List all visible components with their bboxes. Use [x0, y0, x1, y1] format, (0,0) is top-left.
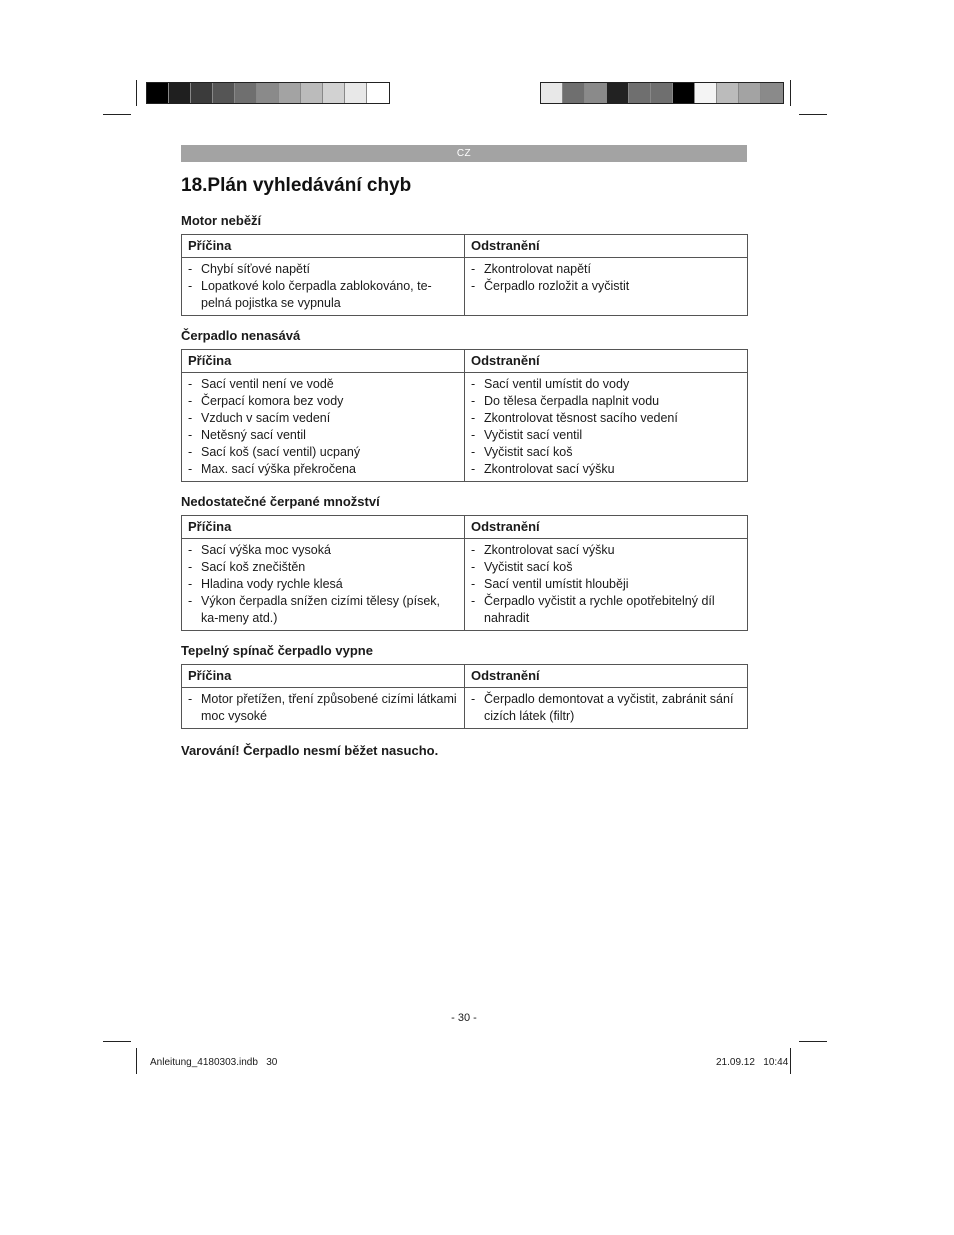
- list-item: - Sací koš znečištěn: [188, 559, 458, 576]
- list-item: - Zkontrolovat sací výšku: [471, 542, 741, 559]
- color-swatch: [563, 83, 585, 103]
- column-header-cause: Příčina: [182, 235, 465, 258]
- color-swatch: [279, 83, 301, 103]
- column-header-cause: Příčina: [182, 516, 465, 539]
- color-swatch: [169, 83, 191, 103]
- color-swatch: [147, 83, 169, 103]
- page-title: 18.Plán vyhledávání chyb: [181, 175, 412, 196]
- list-item: - Sací koš (sací ventil) ucpaný: [188, 444, 458, 461]
- table-header-row: [182, 235, 748, 258]
- crop-mark: [799, 114, 827, 115]
- crop-mark: [790, 80, 791, 106]
- column-header-cause: Příčina: [182, 665, 465, 688]
- cause-cell: [182, 373, 465, 482]
- section-title: Nedostatečné čerpané množství: [181, 494, 380, 509]
- crop-mark: [790, 1048, 791, 1074]
- warning-text: Varování! Čerpadlo nesmí běžet nasucho.: [181, 743, 439, 758]
- color-swatch: [695, 83, 717, 103]
- color-swatch: [257, 83, 279, 103]
- list-item: - Lopatkové kolo čerpadla zablokováno, te-pelná pojistka se vypnula: [188, 278, 458, 312]
- bullet-list: [188, 376, 458, 478]
- color-swatch: [739, 83, 761, 103]
- page-number: - 30 -: [451, 1012, 477, 1024]
- column-header-fix: Odstranění: [465, 665, 748, 688]
- list-item: - Sací ventil umístit do vody: [471, 376, 741, 393]
- crop-mark: [103, 114, 131, 115]
- color-swatch: [673, 83, 695, 103]
- color-swatch: [235, 83, 257, 103]
- table-row: [182, 539, 748, 631]
- color-swatch: [367, 83, 389, 103]
- crop-mark: [136, 1048, 137, 1074]
- list-item: - Hladina vody rychle klesá: [188, 576, 458, 593]
- list-item: - Netěsný sací ventil: [188, 427, 458, 444]
- troubleshooting-table: [181, 349, 748, 482]
- troubleshooting-content: [181, 213, 748, 758]
- color-swatch: [323, 83, 345, 103]
- fix-cell: [465, 258, 748, 316]
- color-swatch: [585, 83, 607, 103]
- table-row: [182, 688, 748, 729]
- section-title: Čerpadlo nenasává: [181, 328, 301, 343]
- bullet-list: [188, 542, 458, 627]
- color-swatch: [345, 83, 367, 103]
- language-band: CZ: [181, 145, 747, 162]
- color-calibration-bar-left: [146, 82, 390, 104]
- list-item: - Vyčistit sací koš: [471, 444, 741, 461]
- list-item: - Vzduch v sacím vedení: [188, 410, 458, 427]
- section-motor-not-running: [181, 213, 748, 316]
- section-title: Motor neběží: [181, 213, 262, 228]
- bullet-list: [188, 691, 458, 725]
- list-item: - Vyčistit sací ventil: [471, 427, 741, 444]
- list-item: - Sací výška moc vysoká: [188, 542, 458, 559]
- color-swatch: [717, 83, 739, 103]
- color-swatch: [191, 83, 213, 103]
- bullet-list: [471, 691, 741, 725]
- color-calibration-bar-right: [540, 82, 784, 104]
- crop-mark: [103, 1041, 131, 1042]
- list-item: - Sací ventil není ve vodě: [188, 376, 458, 393]
- color-swatch: [651, 83, 673, 103]
- table-row: [182, 373, 748, 482]
- troubleshooting-table: [181, 515, 748, 631]
- crop-mark: [799, 1041, 827, 1042]
- column-header-fix: Odstranění: [465, 516, 748, 539]
- bullet-list: [188, 261, 458, 312]
- cause-cell: [182, 258, 465, 316]
- section-thermal-switch: [181, 643, 748, 729]
- fix-cell: [465, 539, 748, 631]
- section-insufficient-flow: [181, 494, 748, 631]
- column-header-cause: Příčina: [182, 350, 465, 373]
- column-header-fix: Odstranění: [465, 235, 748, 258]
- table-row: [182, 258, 748, 316]
- bullet-list: [471, 261, 741, 295]
- fix-cell: [465, 688, 748, 729]
- list-item: - Do tělesa čerpadla naplnit vodu: [471, 393, 741, 410]
- bullet-list: [471, 376, 741, 478]
- color-swatch: [213, 83, 235, 103]
- cause-cell: [182, 539, 465, 631]
- color-swatch: [301, 83, 323, 103]
- color-swatch: [607, 83, 629, 103]
- list-item: - Sací ventil umístit hlouběji: [471, 576, 741, 593]
- footer-file-name: Anleitung_4180303.indb 30: [150, 1057, 278, 1068]
- list-item: - Vyčistit sací koš: [471, 559, 741, 576]
- troubleshooting-table: [181, 234, 748, 316]
- crop-mark: [136, 80, 137, 106]
- list-item: - Výkon čerpadla snížen cizími tělesy (písek, ka-meny atd.): [188, 593, 458, 627]
- table-header-row: [182, 350, 748, 373]
- section-pump-not-sucking: [181, 328, 748, 482]
- list-item: - Chybí síťové napětí: [188, 261, 458, 278]
- list-item: - Motor přetížen, tření způsobené cizími látkami moc vysoké: [188, 691, 458, 725]
- list-item: - Max. sací výška překročena: [188, 461, 458, 478]
- list-item: - Zkontrolovat sací výšku: [471, 461, 741, 478]
- table-header-row: [182, 516, 748, 539]
- troubleshooting-table: [181, 664, 748, 729]
- cause-cell: [182, 688, 465, 729]
- color-swatch: [761, 83, 783, 103]
- table-header-row: [182, 665, 748, 688]
- list-item: - Čerpadlo vyčistit a rychle opotřebitelný díl nahradit: [471, 593, 741, 627]
- list-item: - Zkontrolovat napětí: [471, 261, 741, 278]
- color-swatch: [541, 83, 563, 103]
- list-item: - Čerpadlo rozložit a vyčistit: [471, 278, 741, 295]
- list-item: - Čerpadlo demontovat a vyčistit, zabránit sání cizích látek (filtr): [471, 691, 741, 725]
- column-header-fix: Odstranění: [465, 350, 748, 373]
- color-swatch: [629, 83, 651, 103]
- bullet-list: [471, 542, 741, 627]
- section-title: Tepelný spínač čerpadlo vypne: [181, 643, 373, 658]
- fix-cell: [465, 373, 748, 482]
- list-item: - Čerpací komora bez vody: [188, 393, 458, 410]
- footer-date: 21.09.12 10:44: [716, 1057, 789, 1068]
- list-item: - Zkontrolovat těsnost sacího vedení: [471, 410, 741, 427]
